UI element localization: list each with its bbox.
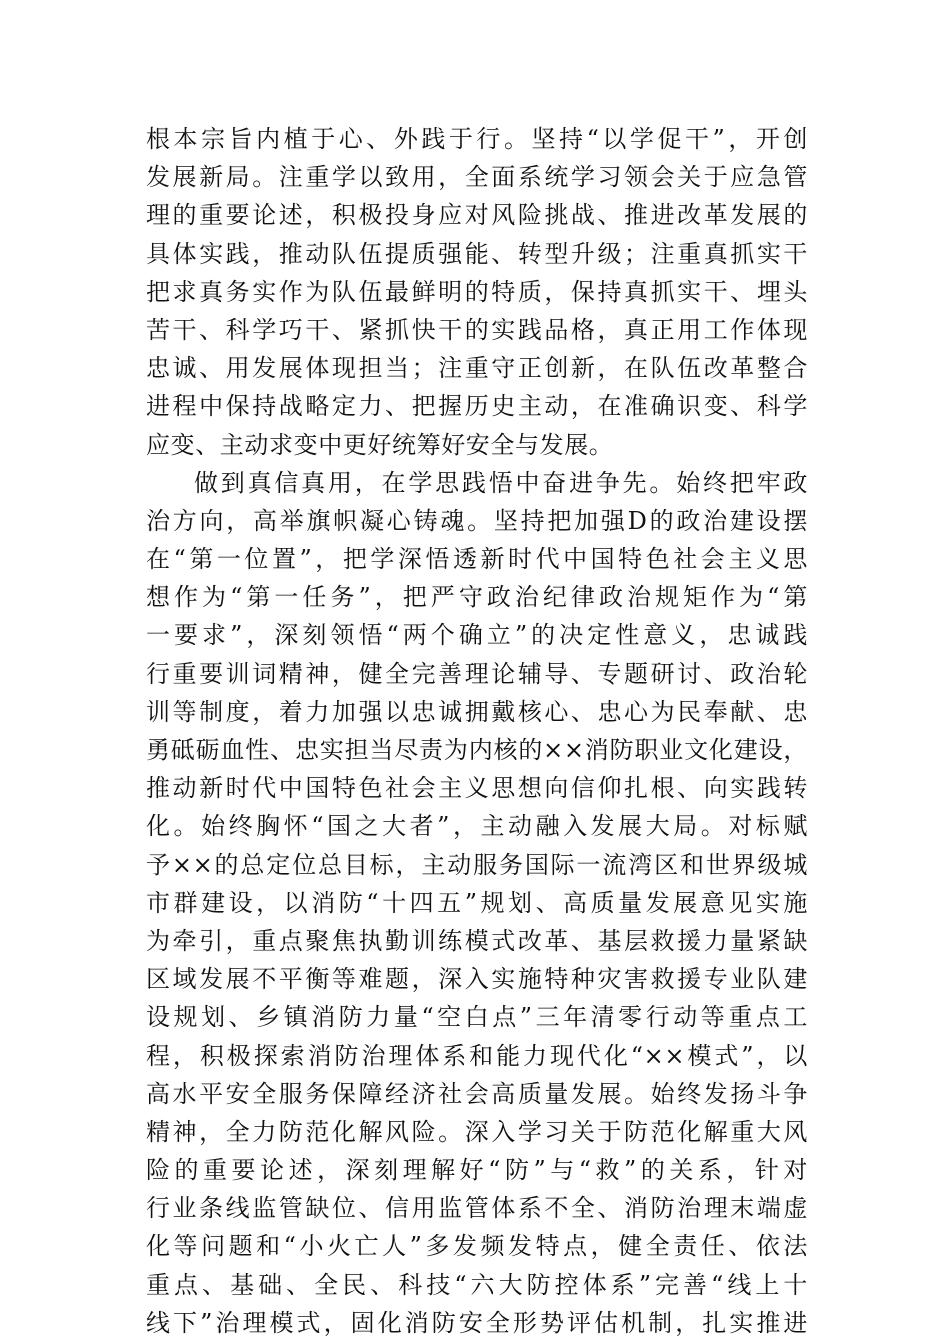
text-line: 勇砥砺血性、忠实担当尽责为内核的××消防职业文化建设，	[146, 736, 808, 764]
text-line: 程，积极探索消防治理体系和能力现代化“××模式”，以	[146, 1041, 808, 1070]
text-line: 具体实践，推动队伍提质强能、转型升级；注重真抓实干	[146, 239, 808, 268]
text-line: 应变、主动求变中更好统筹好安全与发展。	[146, 430, 614, 459]
text-line: 为牵引，重点聚焦执勤训练模式改革、基层救援力量紧缺	[146, 926, 808, 955]
body-text	[146, 120, 808, 1342]
paragraph-1	[146, 120, 808, 464]
text-line: 根本宗旨内植于心、外践于行。坚持“以学促干”，开创	[146, 125, 808, 153]
text-line: 线下”治理模式，固化消防安全形势评估机制，扎实推进	[146, 1308, 808, 1337]
text-line: 治方向，高举旗帜凝心铸魂。坚持把加强D的政治建设摆	[146, 506, 808, 535]
text-line: 做到真信真用，在学思践悟中奋进争先。始终把牢政	[194, 468, 808, 497]
text-line: 险的重要论述，深刻理解好“防”与“救”的关系，针对	[146, 1156, 808, 1185]
text-line: 行业条线监管缺位、信用监管体系不全、消防治理末端虚	[146, 1194, 808, 1223]
text-line: 予××的总定位总目标，主动服务国际一流湾区和世界级城	[146, 850, 808, 879]
text-line: 重点、基础、全民、科技“六大防控体系”完善“线上十	[146, 1270, 808, 1299]
text-line: 发展新局。注重学以致用，全面系统学习领会关于应急管	[146, 163, 808, 192]
text-line: 进程中保持战略定力、把握历史主动，在准确识变、科学	[146, 392, 808, 421]
text-line: 化。始终胸怀“国之大者”，主动融入发展大局。对标赋	[146, 812, 808, 841]
text-line: 行重要训词精神，健全完善理论辅导、专题研讨、政治轮	[146, 659, 808, 688]
text-line: 设规划、乡镇消防力量“空白点”三年清零行动等重点工	[146, 1003, 808, 1032]
text-line: 训等制度，着力加强以忠诚拥戴核心、忠心为民奉献、忠	[146, 697, 808, 726]
text-line: 苦干、科学巧干、紧抓快干的实践品格，真正用工作体现	[146, 315, 808, 344]
text-line: 在“第一位置”，把学深悟透新时代中国特色社会主义思	[146, 545, 808, 574]
text-line: 高水平安全服务保障经济社会高质量发展。始终发扬斗争	[146, 1079, 808, 1108]
text-line: 推动新时代中国特色社会主义思想向信仰扎根、向实践转	[146, 774, 808, 803]
text-line: 精神，全力防范化解风险。深入学习关于防范化解重大风	[146, 1117, 808, 1146]
text-line: 忠诚、用发展体现担当；注重守正创新，在队伍改革整合	[146, 354, 808, 383]
text-line: 化等问题和“小火亡人”多发频发特点，健全责任、依法	[146, 1232, 808, 1261]
paragraph-2	[146, 464, 808, 1342]
text-line: 理的重要论述，积极投身应对风险挑战、推进改革发展的	[146, 201, 808, 230]
text-line: 区域发展不平衡等难题，深入实施特种灾害救援专业队建	[146, 965, 808, 994]
text-line: 想作为“第一任务”，把严守政治纪律政治规矩作为“第	[146, 583, 808, 612]
text-line: 把求真务实作为队伍最鲜明的特质，保持真抓实干、埋头	[146, 277, 808, 306]
text-line: 市群建设，以消防“十四五”规划、高质量发展意见实施	[146, 888, 808, 917]
text-line: 一要求”，深刻领悟“两个确立”的决定性意义，忠诚践	[146, 621, 808, 650]
